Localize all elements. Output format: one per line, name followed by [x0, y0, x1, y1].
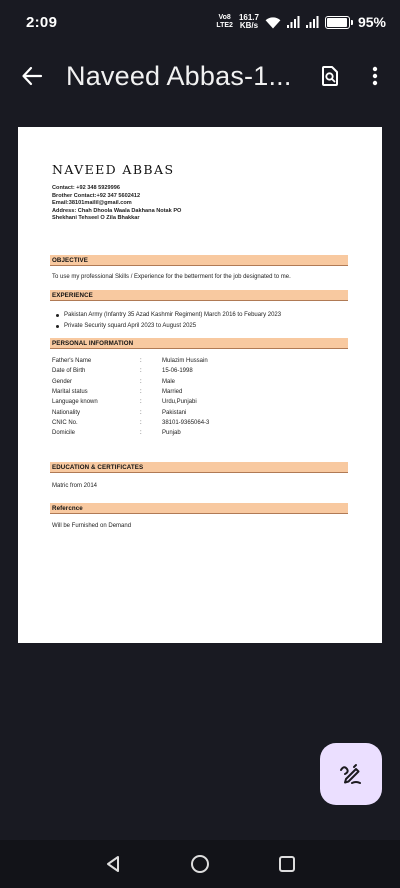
info-separator: : [140, 419, 142, 426]
info-row [52, 356, 209, 366]
info-label: Gender [52, 378, 73, 385]
signal-sim2-icon [306, 16, 319, 28]
annotate-fab-button[interactable] [320, 743, 382, 805]
network-speed-value: 161.7 [238, 13, 259, 22]
signal-sim1-icon [287, 16, 300, 28]
battery-fill [327, 18, 347, 27]
info-row [52, 418, 209, 428]
info-separator: : [140, 389, 142, 396]
more-options-button[interactable] [360, 58, 390, 94]
status-time: 2:09 [26, 13, 58, 31]
objective-text: To use my professional Skills / Experience for the betterment for the job designated to me. [52, 274, 291, 280]
nav-back-triangle-icon [104, 855, 122, 873]
network-line-2: LTE2 [216, 22, 233, 29]
document-title: Naveed Abbas-1... [66, 60, 292, 91]
info-label: Domicile [52, 430, 76, 437]
arrow-left-icon [21, 65, 43, 87]
education-heading: EDUCATION & CERTIFICATES [50, 462, 348, 473]
nav-recents-button[interactable] [267, 844, 307, 884]
info-value: Male [162, 378, 176, 385]
personal-info-heading: PERSONAL INFORMATION [50, 338, 348, 349]
info-value: Punjab [162, 430, 181, 437]
reference-text: Will be Furnished on Demand [52, 523, 132, 529]
nav-recents-square-icon [278, 855, 296, 873]
network-speed [239, 14, 259, 30]
network-type-indicator [216, 14, 233, 30]
info-value: 38101-9365064-3 [162, 419, 210, 426]
experience-item: Private Security squard April 2023 to August 2025 [64, 321, 281, 332]
objective-heading: OBJECTIVE [50, 255, 348, 266]
document-page[interactable] [18, 127, 382, 643]
contact-line: Email:38101mailil@gmail.com [52, 200, 132, 207]
info-label: Marital status [52, 389, 88, 396]
wifi-icon [265, 16, 281, 29]
info-separator: : [140, 409, 142, 416]
experience-item: Pakistan Army (Infantry 35 Azad Kashmir Regiment) March 2016 to Febuary 2023 [64, 310, 281, 321]
info-label: CNIC No. [52, 419, 78, 426]
info-separator: : [140, 430, 142, 437]
personal-info-table [52, 356, 209, 438]
info-label: Father's Name [52, 358, 92, 365]
edit-annotate-icon [338, 761, 364, 787]
app-bar [0, 48, 400, 104]
contact-line: Contact: +92 348 5929996 [52, 185, 120, 191]
contact-line: Shekhani Tehseel O Zila Bhakkar [52, 215, 140, 222]
info-separator: : [140, 399, 142, 406]
info-row [52, 387, 209, 397]
info-label: Date of Birth [52, 368, 86, 375]
info-row [52, 397, 209, 407]
info-label: Language known [52, 399, 98, 406]
info-value: Pakistani [162, 409, 187, 416]
status-bar [0, 0, 400, 44]
info-value: Mulazim Hussain [162, 358, 208, 365]
info-row [52, 407, 209, 417]
info-row [52, 428, 209, 438]
info-value: Urdu,Punjabi [162, 399, 197, 406]
nav-back-button[interactable] [93, 844, 133, 884]
experience-heading: EXPERIENCE [50, 290, 348, 301]
info-value: 15-06-1998 [162, 368, 193, 375]
info-row [52, 366, 209, 376]
back-button[interactable] [14, 58, 50, 94]
contact-block [52, 185, 181, 223]
battery-percent: 95% [357, 14, 386, 30]
education-text: Matric from 2014 [52, 483, 98, 489]
battery-icon [325, 16, 350, 29]
reference-heading: Refercnce [50, 503, 348, 514]
system-navigation-bar [0, 840, 400, 888]
info-label: Nationality [52, 409, 81, 416]
nav-home-circle-icon [190, 854, 210, 874]
find-in-document-icon [319, 65, 341, 87]
info-separator: : [140, 358, 142, 365]
more-vert-icon [372, 66, 378, 86]
experience-list [64, 310, 281, 332]
info-separator: : [140, 368, 142, 375]
contact-line: Brother Contact:+92 347 5602412 [52, 192, 141, 199]
info-separator: : [140, 378, 142, 385]
cv-name: NAVEED ABBAS [52, 162, 175, 177]
contact-line: Address: Chah Dhoola Waala Dakhana Notak PO [52, 207, 182, 214]
info-row [52, 377, 209, 387]
network-speed-unit: KB/s [239, 21, 259, 30]
nav-home-button[interactable] [180, 844, 220, 884]
status-indicators [216, 14, 386, 30]
find-in-document-button[interactable] [312, 58, 348, 94]
network-line-1: Vo8 [218, 14, 231, 21]
info-value: Married [162, 389, 183, 396]
